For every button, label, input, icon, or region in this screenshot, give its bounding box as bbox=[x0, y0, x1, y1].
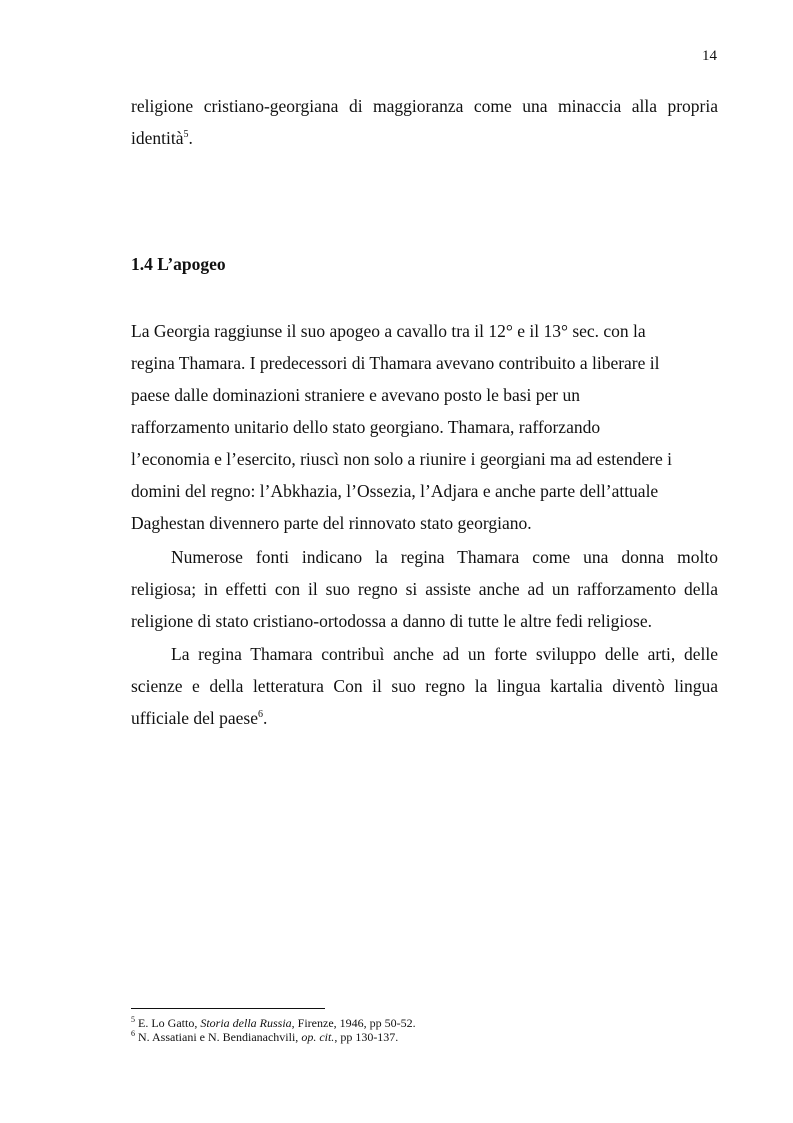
paragraph-1 bbox=[131, 315, 718, 539]
footnote-text: N. Assatiani e N. Bendianachvili, bbox=[135, 1030, 302, 1044]
paragraph-2 bbox=[131, 541, 718, 637]
footnote-text: , Firenze, 1946, pp 50-52. bbox=[291, 1016, 416, 1030]
intro-paragraph bbox=[131, 90, 718, 154]
footnote-ref: 5 bbox=[183, 129, 189, 140]
text-line: regina Thamara. I predecessori di Thamara avevano contribuito a liberare il bbox=[131, 353, 660, 373]
footnote-text: , pp 130-137. bbox=[334, 1030, 399, 1044]
text-line bbox=[131, 122, 718, 154]
text-run: . bbox=[262, 708, 268, 728]
text-line: religiosa; in effetti con il suo regno si assiste anche ad un rafforzamento della bbox=[131, 579, 718, 599]
footnote-title: Storia della Russia bbox=[200, 1016, 292, 1030]
text-line: scienze e della letteratura Con il suo regno la lingua kartalia diventò lingua bbox=[131, 676, 718, 696]
text-run: identità bbox=[131, 128, 184, 148]
footnote bbox=[131, 1030, 416, 1044]
text-line: religione cristiano-georgiana di maggioranza come una minaccia alla propria bbox=[131, 96, 718, 116]
text-line: paese dalle dominazioni straniere e avevano posto le basi per un bbox=[131, 385, 581, 405]
text-line: Daghestan divennero parte del rinnovato stato georgiano. bbox=[131, 513, 532, 533]
footnote-title: op. cit. bbox=[301, 1030, 335, 1044]
footnote-number: 5 bbox=[131, 1015, 135, 1024]
text-run: . bbox=[188, 128, 193, 148]
footnote bbox=[131, 1016, 416, 1030]
section-heading: 1.4 L’apogeo bbox=[131, 254, 226, 274]
footnotes bbox=[131, 1016, 416, 1044]
text-line: domini del regno: l’Abkhazia, l’Ossezia, l’Adjara e anche parte dell’attuale bbox=[131, 481, 659, 501]
text-line: La regina Thamara contribuì anche ad un forte sviluppo delle arti, delle bbox=[171, 644, 718, 664]
text-line: l’economia e l’esercito, riuscì non solo a riunire i georgiani ma ad estendere i bbox=[131, 449, 673, 469]
footnote-text: E. Lo Gatto, bbox=[135, 1016, 201, 1030]
footnote-number: 6 bbox=[131, 1029, 135, 1038]
text-line: religione di stato cristiano-ortodossa a danno di tutte le altre fedi religiose. bbox=[131, 611, 652, 631]
footnote-ref: 6 bbox=[257, 709, 263, 720]
paragraph-3 bbox=[131, 638, 718, 734]
page-number: 14 bbox=[702, 48, 717, 64]
text-line: La Georgia raggiunse il suo apogeo a cavallo tra il 12° e il 13° sec. con la bbox=[131, 321, 646, 341]
text-line: rafforzamento unitario dello stato georgiano. Thamara, rafforzando bbox=[131, 417, 601, 437]
footnote-separator bbox=[131, 1008, 325, 1009]
text-line bbox=[131, 702, 718, 734]
text-line: Numerose fonti indicano la regina Thamara come una donna molto bbox=[171, 547, 718, 567]
text-run: ufficiale del paese bbox=[131, 708, 258, 728]
